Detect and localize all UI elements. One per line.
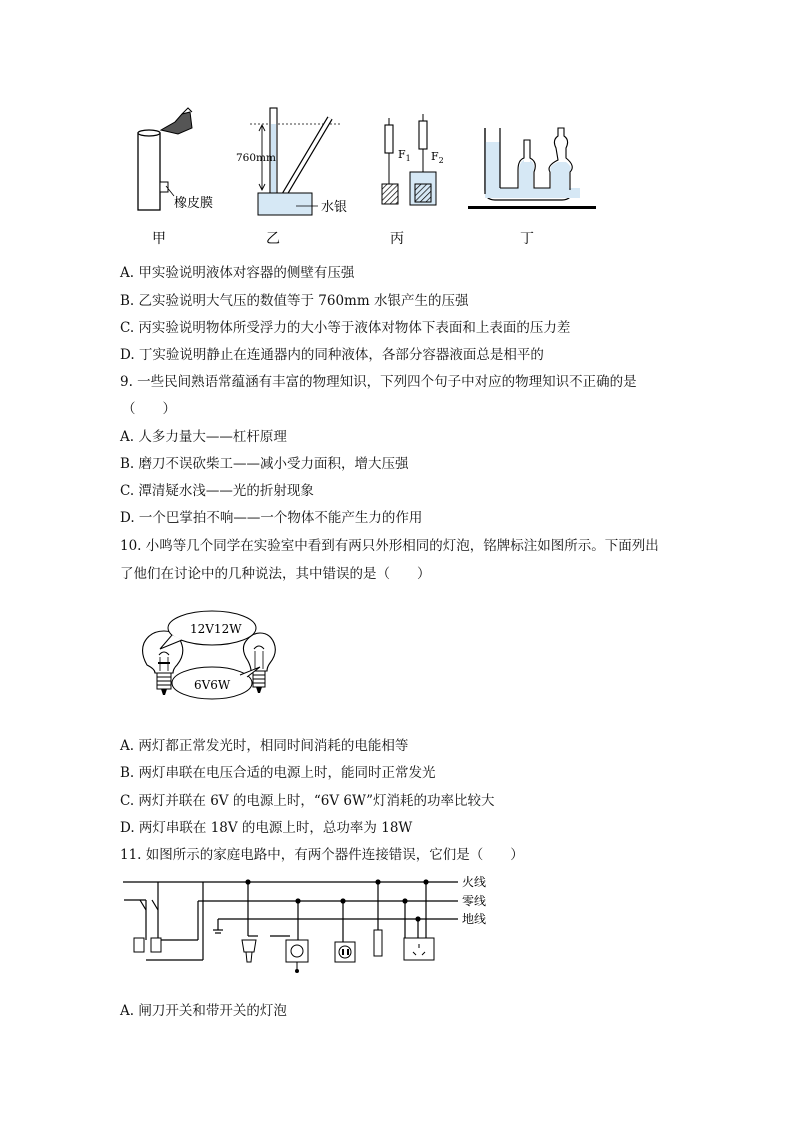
experiment-ding-connected-vessels xyxy=(468,128,596,209)
ground-wire-label: 地线 xyxy=(462,912,487,926)
membrane-label: 橡皮膜 xyxy=(174,196,214,211)
q9-option-b: B. 磨刀不误砍柴工——减小受力面积，增大压强 xyxy=(120,456,409,472)
q8-option-b: B. 乙实验说明大气压的数值等于 760mm 水银产生的压强 xyxy=(120,293,469,309)
neutral-wire-label: 零线 xyxy=(462,894,487,908)
live-wire-label: 火线 xyxy=(462,875,487,889)
lamp-with-switch xyxy=(242,940,308,973)
q10-option-c: C. 两灯并联在 6V 的电源上时，“6V 6W”灯消耗的功率比较大 xyxy=(120,793,495,809)
q11-stem: 11. 如图所示的家庭电路中，有两个器件连接错误，它们是（ ） xyxy=(120,847,524,863)
q9-option-c: C. 潭清疑水浅——光的折射现象 xyxy=(120,483,314,499)
q10-stem-line2: 了他们在讨论中的几种说法，其中错误的是（ ） xyxy=(120,566,431,582)
caption-bing: 丙 xyxy=(390,231,404,247)
mercury-label: 水银 xyxy=(321,200,348,215)
q9-option-d: D. 一个巴掌拍不响——一个物体不能产生力的作用 xyxy=(120,510,423,526)
bulb-label-6v6w: 6V6W xyxy=(194,678,231,692)
caption-ding: 丁 xyxy=(520,231,534,247)
q10-option-b: B. 两灯串联在电压合适的电源上时，能同时正常发光 xyxy=(120,765,436,781)
f2-label: $F_2$ xyxy=(431,150,444,165)
q9-option-a: A. 人多力量大——杠杆原理 xyxy=(120,429,287,445)
q11-circuit-figure xyxy=(118,870,498,980)
two-pin-socket xyxy=(335,942,355,962)
caption-yi: 乙 xyxy=(266,231,280,247)
three-pin-socket xyxy=(404,938,434,960)
q8-option-a: A. 甲实验说明液体对容器的侧壁有压强 xyxy=(120,265,355,281)
f1-label: $F_1$ xyxy=(398,148,411,163)
q8-option-d: D. 丁实验说明静止在连通器内的同种液体，各部分容器液面总是相平的 xyxy=(120,347,544,363)
experiment-jia-tube xyxy=(138,108,192,210)
q9-stem: 9. 一些民间熟语常蕴涵有丰富的物理知识，下列四个句子中对应的物理知识不正确的是 xyxy=(120,374,637,390)
height-760mm-label: 760mm xyxy=(236,152,276,164)
q10-stem-line1: 10. 小鸣等几个同学在实验室中看到有两只外形相同的灯泡，铭牌标注如图所示。下面列出 xyxy=(120,538,659,554)
q10-bulbs-figure xyxy=(130,605,290,705)
q9-answer-blank: （ ） xyxy=(122,401,176,417)
q8-option-c: C. 丙实验说明物体所受浮力的大小等于液体对物体下表面和上表面的压力差 xyxy=(120,320,571,336)
q10-option-d: D. 两灯串联在 18V 的电源上时，总功率为 18W xyxy=(120,820,413,836)
q8-experiment-figure xyxy=(120,100,610,250)
bulb-label-12v12w: 12V12W xyxy=(190,622,242,636)
q11-option-a: A. 闸刀开关和带开关的灯泡 xyxy=(120,1003,287,1019)
caption-jia: 甲 xyxy=(152,231,166,247)
q10-option-a: A. 两灯都正常发光时，相同时间消耗的电能相等 xyxy=(120,738,409,754)
